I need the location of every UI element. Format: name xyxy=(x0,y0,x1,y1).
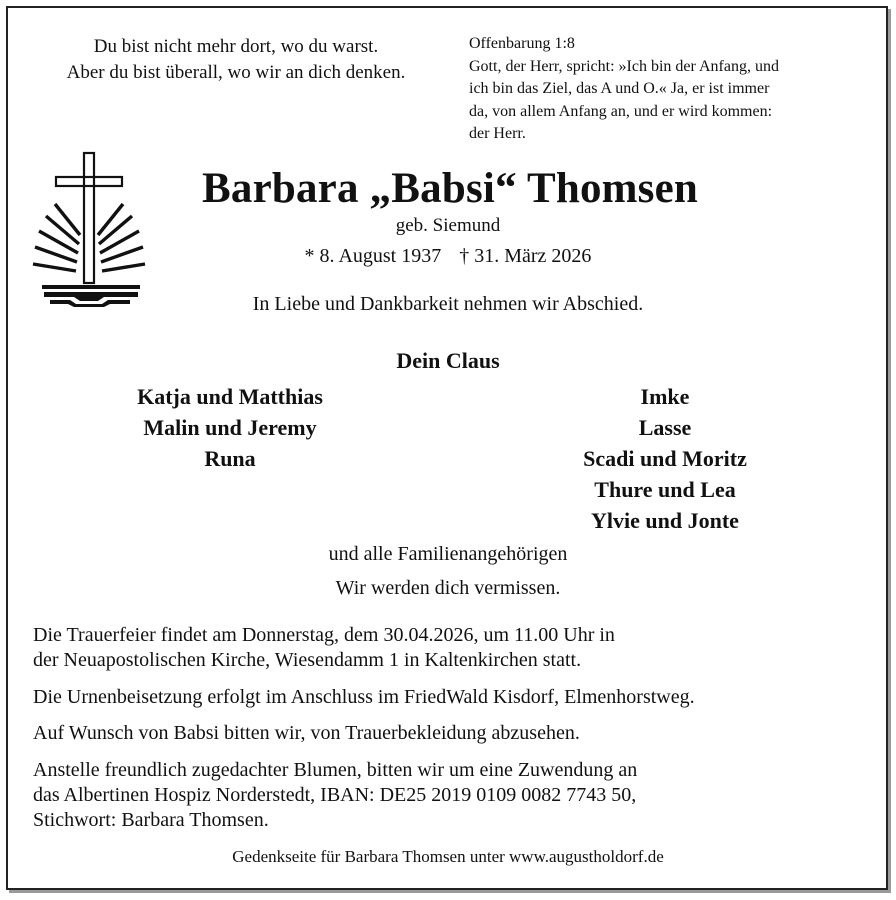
donation-line: Anstelle freundlich zugedachter Blumen, bitten wir um eine Zuwendung an xyxy=(33,759,638,781)
burial-info xyxy=(33,685,878,710)
mourner-name: Runa xyxy=(204,446,256,471)
deceased-name: Barbara „Babsi“ Thomsen xyxy=(201,165,698,212)
verse-line: der Herr. xyxy=(469,125,526,142)
mourner-name: Thure und Lea xyxy=(594,477,736,502)
donation-line: das Albertinen Hospiz Norderstedt, IBAN: DE25 2019 0109 0082 7743 50, xyxy=(33,784,637,806)
mourner-name: Imke xyxy=(640,384,690,409)
mourner-name: Katja und Matthias xyxy=(137,384,323,409)
verse-line: Gott, der Herr, spricht: »Ich bin der Anfang, und xyxy=(469,57,779,75)
birth-name: geb. Siemund xyxy=(395,215,501,236)
life-dates xyxy=(0,243,896,269)
burial-line: Die Urnenbeisetzung erfolgt im Anschluss im FriedWald Kisdorf, Elmenhorstweg. xyxy=(33,686,695,708)
clothing-line: Auf Wunsch von Babsi bitten wir, von Trauerbekleidung abzusehen. xyxy=(33,722,580,744)
verse-reference: Offenbarung 1:8 xyxy=(469,35,575,52)
ceremony-line: der Neuapostolischen Kirche, Wiesendamm 1 in Kaltenkirchen statt. xyxy=(33,649,582,671)
donation-info xyxy=(33,758,878,833)
memorial-page-line: Gedenkseite für Barbara Thomsen unter www.augustholdorf.de xyxy=(232,847,664,866)
mourner-name: Lasse xyxy=(638,415,692,440)
mourner-name: Scadi und Moritz xyxy=(583,446,747,471)
death-date: † 31. März 2026 xyxy=(459,245,592,267)
donation-line: Stichwort: Barbara Thomsen. xyxy=(33,809,269,831)
verse-left xyxy=(30,34,442,86)
mourners-left xyxy=(80,381,380,474)
farewell-text: In Liebe und Dankbarkeit nehmen wir Abschied. xyxy=(252,293,644,315)
bible-verse xyxy=(469,33,864,146)
verse-left-line: Aber du bist überall, wo wir an dich denken. xyxy=(66,62,406,83)
verse-left-line: Du bist nicht mehr dort, wo du warst. xyxy=(93,36,379,57)
verse-line: da, von allem Anfang an, und er wird kommen: xyxy=(469,102,773,120)
ceremony-info xyxy=(33,623,878,673)
closing-line: Wir werden dich vermissen. xyxy=(335,577,561,599)
mourners-right xyxy=(510,381,820,536)
mourner-name: Ylvie und Jonte xyxy=(591,508,739,533)
ceremony-line: Die Trauerfeier findet am Donnerstag, dem 30.04.2026, um 11.00 Uhr in xyxy=(33,624,615,646)
verse-line: ich bin das Ziel, das A und O.« Ja, er ist immer xyxy=(469,80,770,97)
family-line: und alle Familienangehörigen xyxy=(328,543,568,565)
mourner-name: Malin und Jeremy xyxy=(143,415,317,440)
husband-name: Dein Claus xyxy=(396,348,500,373)
birth-date: * 8. August 1937 xyxy=(304,245,442,267)
clothing-info xyxy=(33,721,878,746)
